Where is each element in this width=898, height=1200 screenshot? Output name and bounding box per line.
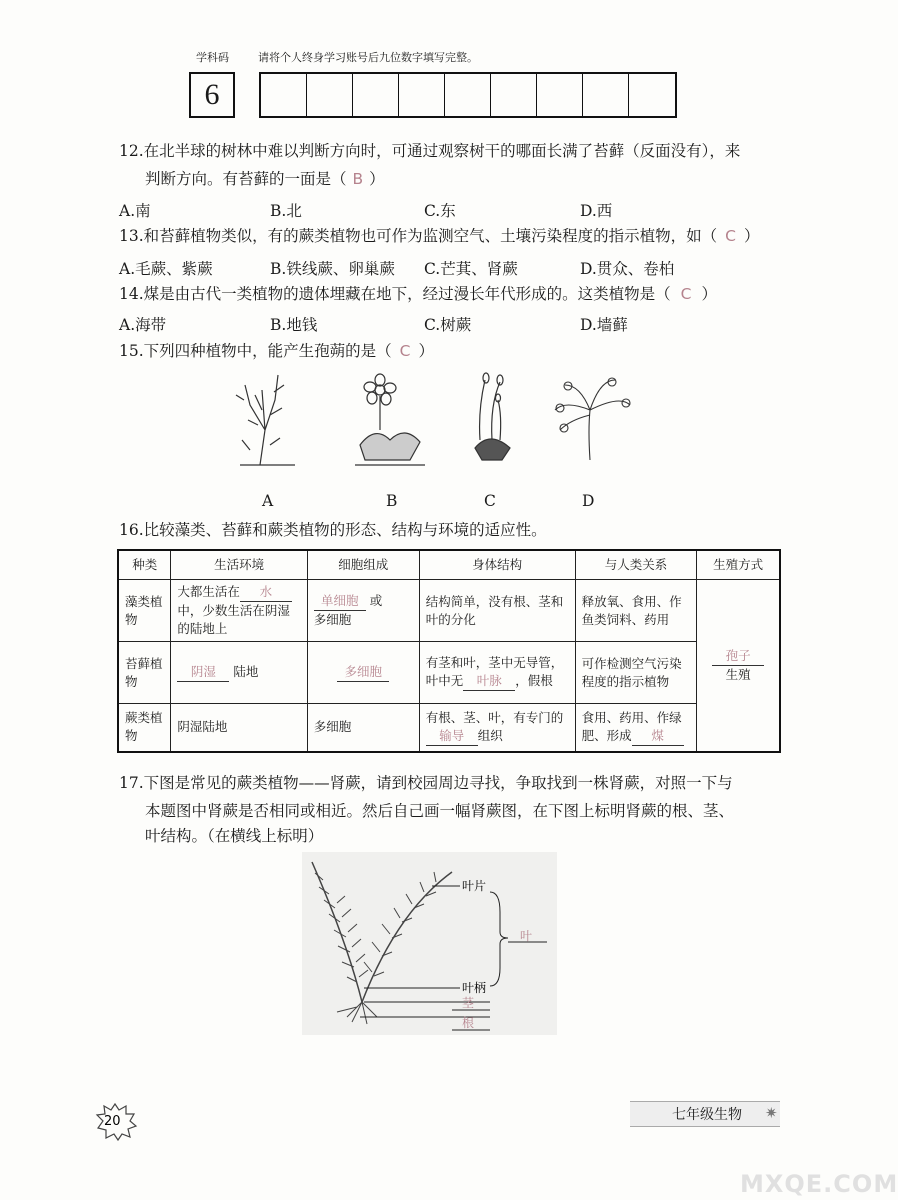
- q15-line: [119, 336, 434, 367]
- q12-text: 判断方向。有苔藓的一面是（: [145, 170, 347, 188]
- page-number: 20: [104, 1114, 121, 1129]
- q17-line1: 17.下图是常见的蕨类植物——肾蕨，请到校园周边寻找，争取找到一株肾蕨，对照一下与: [119, 774, 733, 792]
- header-cells: 细胞组成: [307, 550, 419, 580]
- q14-option-d: D.墙藓: [580, 316, 628, 334]
- algae-relation: 释放氧、食用、作鱼类饲料、药用: [575, 580, 697, 642]
- moss-env-b: 陆地: [233, 664, 259, 679]
- moss-relation: 可作检测空气污染程度的指示植物: [575, 642, 697, 704]
- reproduction-b: 生殖: [725, 666, 751, 682]
- fern-rel-fill[interactable]: 煤: [632, 727, 684, 746]
- q15-close: ）: [418, 342, 434, 360]
- fern-rel-a: 食用、药用、作绿肥、形成: [581, 709, 682, 743]
- algae-env: [171, 580, 307, 642]
- fern-body-a: 有根、茎、叶，有专门的: [425, 709, 564, 725]
- fill-stem: 茎: [462, 996, 475, 1010]
- q15-label-b: B: [386, 492, 398, 510]
- label-leaf-blade: 叶片: [462, 879, 487, 893]
- comparison-table: [117, 549, 781, 753]
- fern-name: 蕨类植物: [118, 704, 171, 752]
- moss-body-a: 有茎和叶，茎中无导管，叶中无: [425, 655, 564, 688]
- q13-option-a: A.毛蕨、紫蕨: [119, 260, 213, 278]
- algae-name: 藻类植物: [118, 580, 171, 642]
- algae-body: 结构简单，没有根、茎和叶的分化: [419, 580, 575, 642]
- q12-answer: B: [352, 170, 364, 188]
- q14-option-b: B.地钱: [270, 316, 318, 334]
- moss-env: [171, 642, 307, 704]
- q17-line3: 叶结构。（在横线上标明）: [145, 827, 324, 845]
- fern-env: 阴湿陆地: [171, 704, 307, 752]
- q17-line2: 本题图中肾蕨是否相同或相近。然后自己画一幅肾蕨图，在下图上标明肾蕨的根、茎、: [145, 802, 735, 820]
- plant-a-image: [236, 375, 295, 465]
- fern-drawing: [302, 852, 557, 1035]
- moss-body-fill[interactable]: 叶脉: [463, 672, 515, 691]
- q13-close: ）: [743, 227, 760, 245]
- algae-cells: [307, 580, 419, 642]
- reproduction-fill[interactable]: 孢子: [712, 647, 764, 666]
- q13-option-b: B.铁线蕨、卵巢蕨: [270, 260, 395, 278]
- algae-env-b: 中，少数生活在阴湿的陆地上: [177, 603, 290, 636]
- q12-line1: 12.在北半球的树林中难以判断方向时，可通过观察树干的哪面长满了苔藓（反面没有），来: [119, 142, 741, 160]
- q14-answer: C: [680, 285, 692, 303]
- plant-d-image: [555, 378, 630, 460]
- header-environment: 生活环境: [171, 550, 307, 580]
- q12-option-c: C.东: [424, 202, 456, 220]
- q13-text: 13.和苔藓植物类似，有的蕨类植物也可作为监测空气、土壤污染程度的指示植物，如（: [119, 227, 718, 245]
- q15-plant-figures: [220, 370, 630, 470]
- q14-option-c: C.树蕨: [424, 316, 472, 334]
- plant-c-image: [475, 373, 510, 460]
- account-hint: 请将个人终身学习账号后九位数字填写完整。: [258, 51, 478, 64]
- subject-code-box: 6: [189, 72, 235, 118]
- fern-body-fill[interactable]: 输导: [426, 727, 478, 746]
- fern-body: [419, 704, 575, 752]
- table-row: [118, 642, 780, 704]
- fern-cells: 多细胞: [307, 704, 419, 752]
- digit-box[interactable]: [583, 74, 629, 116]
- q14-close: ）: [701, 285, 717, 303]
- q12-line2: [145, 164, 385, 195]
- table-row: [118, 580, 780, 642]
- digit-box[interactable]: [399, 74, 445, 116]
- q14-text: 14.煤是由古代一类植物的遗体埋藏在地下，经过漫长年代形成的。这类植物是（: [119, 285, 671, 303]
- q12-option-a: A.南: [119, 202, 151, 220]
- subject-name: 七年级生物: [672, 1107, 742, 1123]
- q15-label-c: C: [484, 492, 496, 510]
- moss-name: 苔藓植物: [118, 642, 171, 704]
- fill-root: 根: [462, 1016, 475, 1030]
- star-icon: ✷: [765, 1104, 778, 1122]
- q13-option-c: C.芒萁、肾蕨: [424, 260, 518, 278]
- q15-text: 15.下列四种植物中，能产生孢蒴的是（: [119, 342, 392, 360]
- q13-option-d: D.贯众、卷柏: [580, 260, 675, 278]
- q13-answer: C: [725, 227, 736, 245]
- q14-line: [119, 279, 717, 310]
- label-petiole: 叶柄: [462, 981, 487, 995]
- moss-cell-fill[interactable]: 多细胞: [337, 663, 389, 682]
- algae-env-fill[interactable]: 水: [240, 583, 292, 602]
- moss-cells: [307, 642, 419, 704]
- q15-label-d: D: [582, 492, 595, 510]
- algae-cell-fill[interactable]: 单细胞: [314, 592, 366, 611]
- algae-cell-b: 多细胞: [313, 612, 352, 627]
- fern-body-b: 组织: [477, 727, 503, 743]
- digit-box[interactable]: [537, 74, 583, 116]
- plant-b-image: [355, 374, 425, 465]
- digit-box[interactable]: [307, 74, 353, 116]
- fill-leaf: 叶: [520, 929, 533, 943]
- q15-answer: C: [399, 342, 411, 360]
- q13-line: [119, 221, 760, 252]
- fern-relation: [575, 704, 697, 752]
- digit-box[interactable]: [491, 74, 537, 116]
- account-digit-boxes[interactable]: [259, 72, 677, 118]
- header-type: 种类: [118, 550, 171, 580]
- digit-box[interactable]: [353, 74, 399, 116]
- q12-option-d: D.西: [580, 202, 613, 220]
- header-structure: 身体结构: [419, 550, 575, 580]
- q15-label-a: A: [262, 492, 274, 510]
- moss-env-fill[interactable]: 阴湿: [177, 663, 229, 682]
- subject-code-label: 学科码: [196, 51, 229, 64]
- moss-body-b: ，假根: [515, 673, 553, 688]
- q12-option-b: B.北: [270, 202, 302, 220]
- moss-body: [419, 642, 575, 704]
- algae-env-a: 大都生活在: [177, 584, 240, 599]
- algae-cell-a: 或: [369, 593, 383, 608]
- q16-text: 16.比较藻类、苔藓和蕨类植物的形态、结构与环境的适应性。: [119, 521, 547, 539]
- reproduction-cell: [697, 580, 780, 752]
- watermark: MXQE.COM: [740, 1170, 898, 1198]
- page-number-badge: [92, 1100, 138, 1140]
- table-row: [118, 704, 780, 752]
- digit-box[interactable]: [445, 74, 491, 116]
- header-relation: 与人类关系: [575, 550, 697, 580]
- q14-option-a: A.海带: [119, 316, 167, 334]
- header-reproduction: 生殖方式: [697, 550, 780, 580]
- q12-close: ）: [369, 170, 385, 188]
- digit-box[interactable]: [629, 74, 675, 116]
- digit-box[interactable]: [261, 74, 307, 116]
